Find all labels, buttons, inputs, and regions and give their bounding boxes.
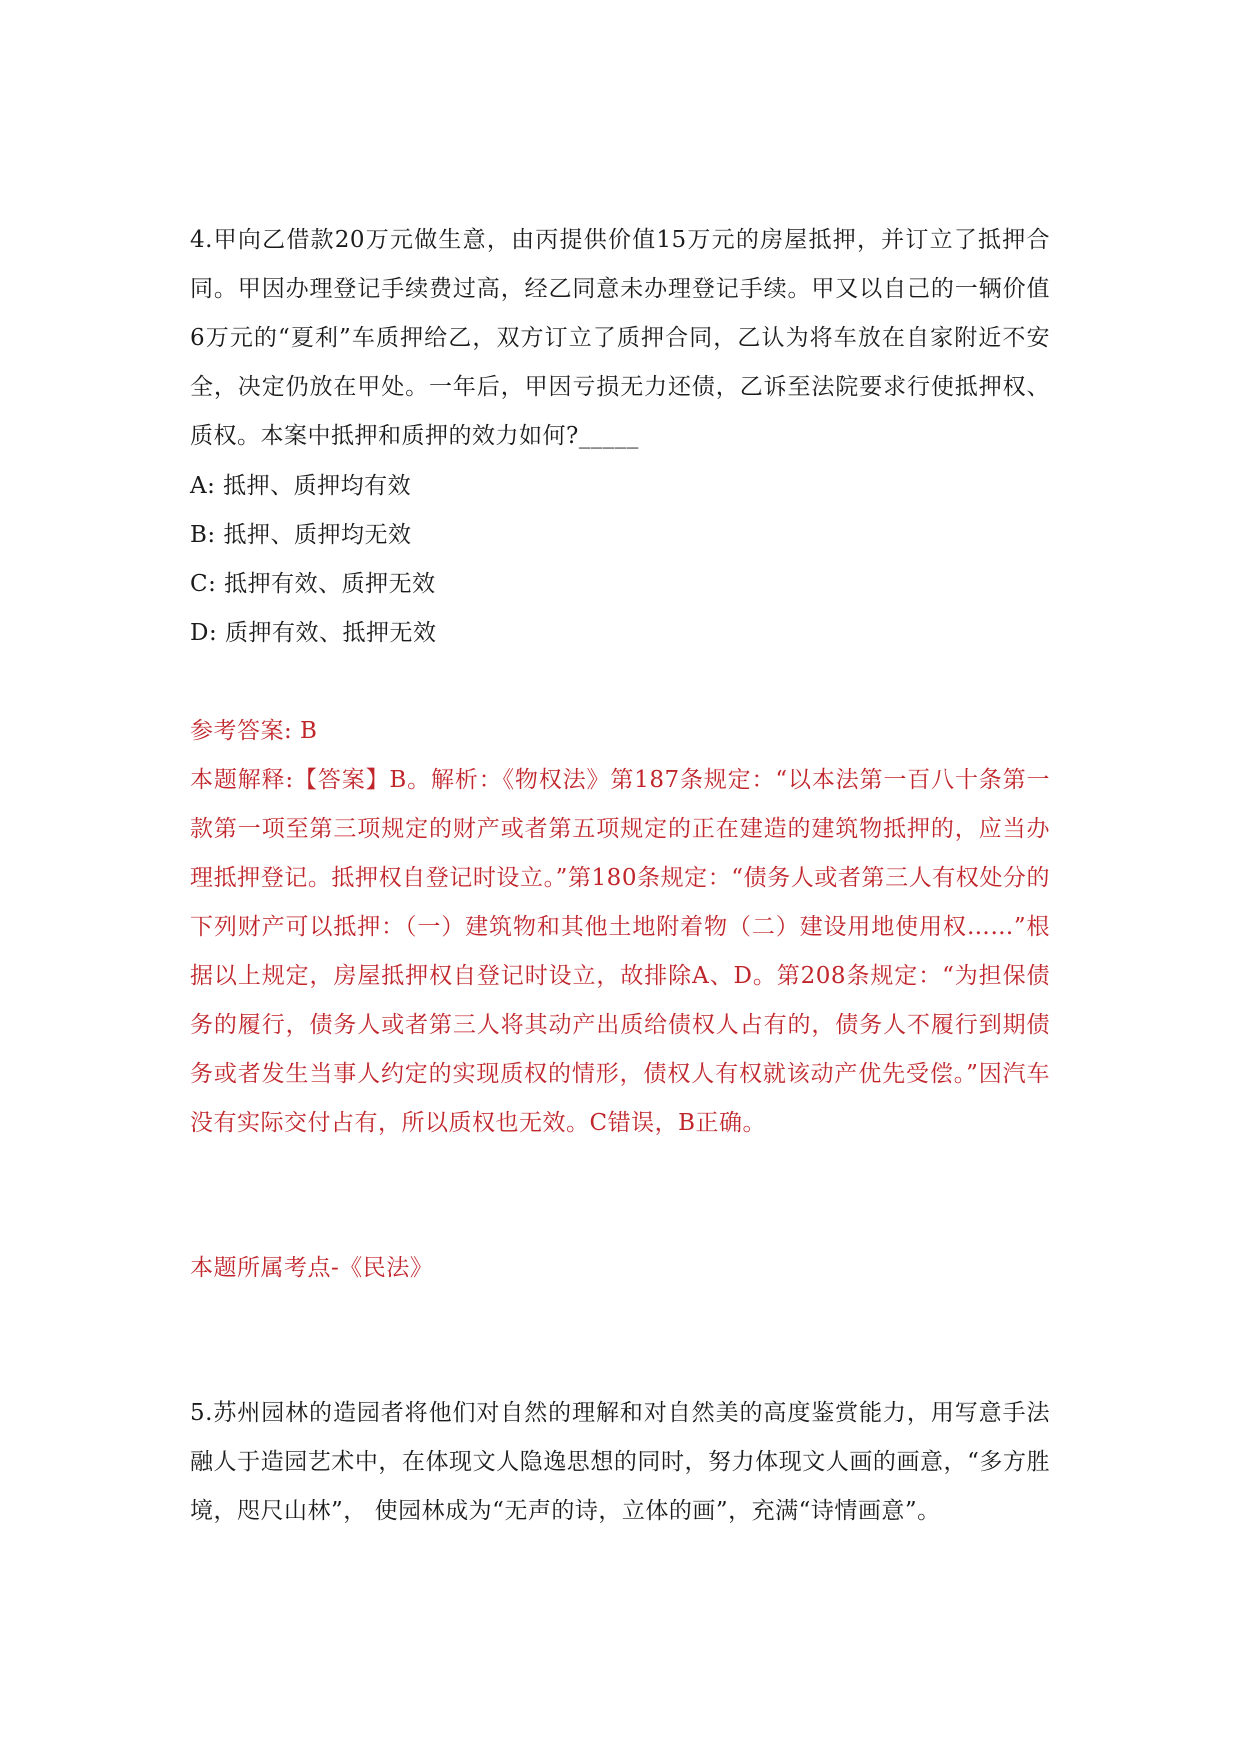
answer-section (190, 707, 1050, 1148)
exam-point: 本题所属考点-《民法》 (190, 1255, 434, 1281)
option-d: D: 质押有效、抵押无效 (190, 620, 437, 646)
reference-answer: 参考答案: B (190, 718, 318, 744)
answer-explanation: 本题解释:【答案】B。解析：《物权法》第187条规定：“以本法第一百八十条第一款第一项至第三项规定的财产或者第五项规定的正在建造的建筑物抵押的，应当办理抵押登记。抵押权自登记时设立。”第180条规定：“债务人或者第三人有权处分的下列财产可以抵押：（一）建筑物和其他土地附着物（二）建设用地使用权……”根据以上规定，房屋抵押权自登记时设立，故排除A、D。第208条规定：“为担保债务的履行，债务人或者第三人将其动产出质给债权人占有的，债务人不履行到期债务或者发生当事人约定的实现质权的情形，债权人有权就该动产优先受偿。”因汽车没有实际交付占有，所以质权也无效。C错误，B正确。 (190, 767, 1050, 1136)
question-5-stem: 5.苏州园林的造园者将他们对自然的理解和对自然美的高度鉴赏能力，用写意手法融人于造园艺术中，在体现文人隐逸思想的同时，努力体现文人画的画意，“多方胜境，咫尺山林”， 使园林成为“无声的诗，立体的画”，充满“诗情画意”。 (190, 1400, 1050, 1524)
question-4-options (190, 462, 1050, 658)
option-b: B: 抵押、质押均无效 (190, 522, 412, 548)
question-4-stem: 4.甲向乙借款20万元做生意，由丙提供价值15万元的房屋抵押，并订立了抵押合同。甲因办理登记手续费过高，经乙同意未办理登记手续。甲又以自己的一辆价值6万元的“夏利”车质押给乙，双方订立了质押合同，乙认为将车放在自家附近不安全，决定仍放在甲处。一年后，甲因亏损无力还债，乙诉至法院要求行使抵押权、质权。本案中抵押和质押的效力如何?_____ (190, 227, 1050, 449)
option-c: C: 抵押有效、质押无效 (190, 571, 436, 597)
option-a: A: 抵押、质押均有效 (190, 473, 412, 499)
